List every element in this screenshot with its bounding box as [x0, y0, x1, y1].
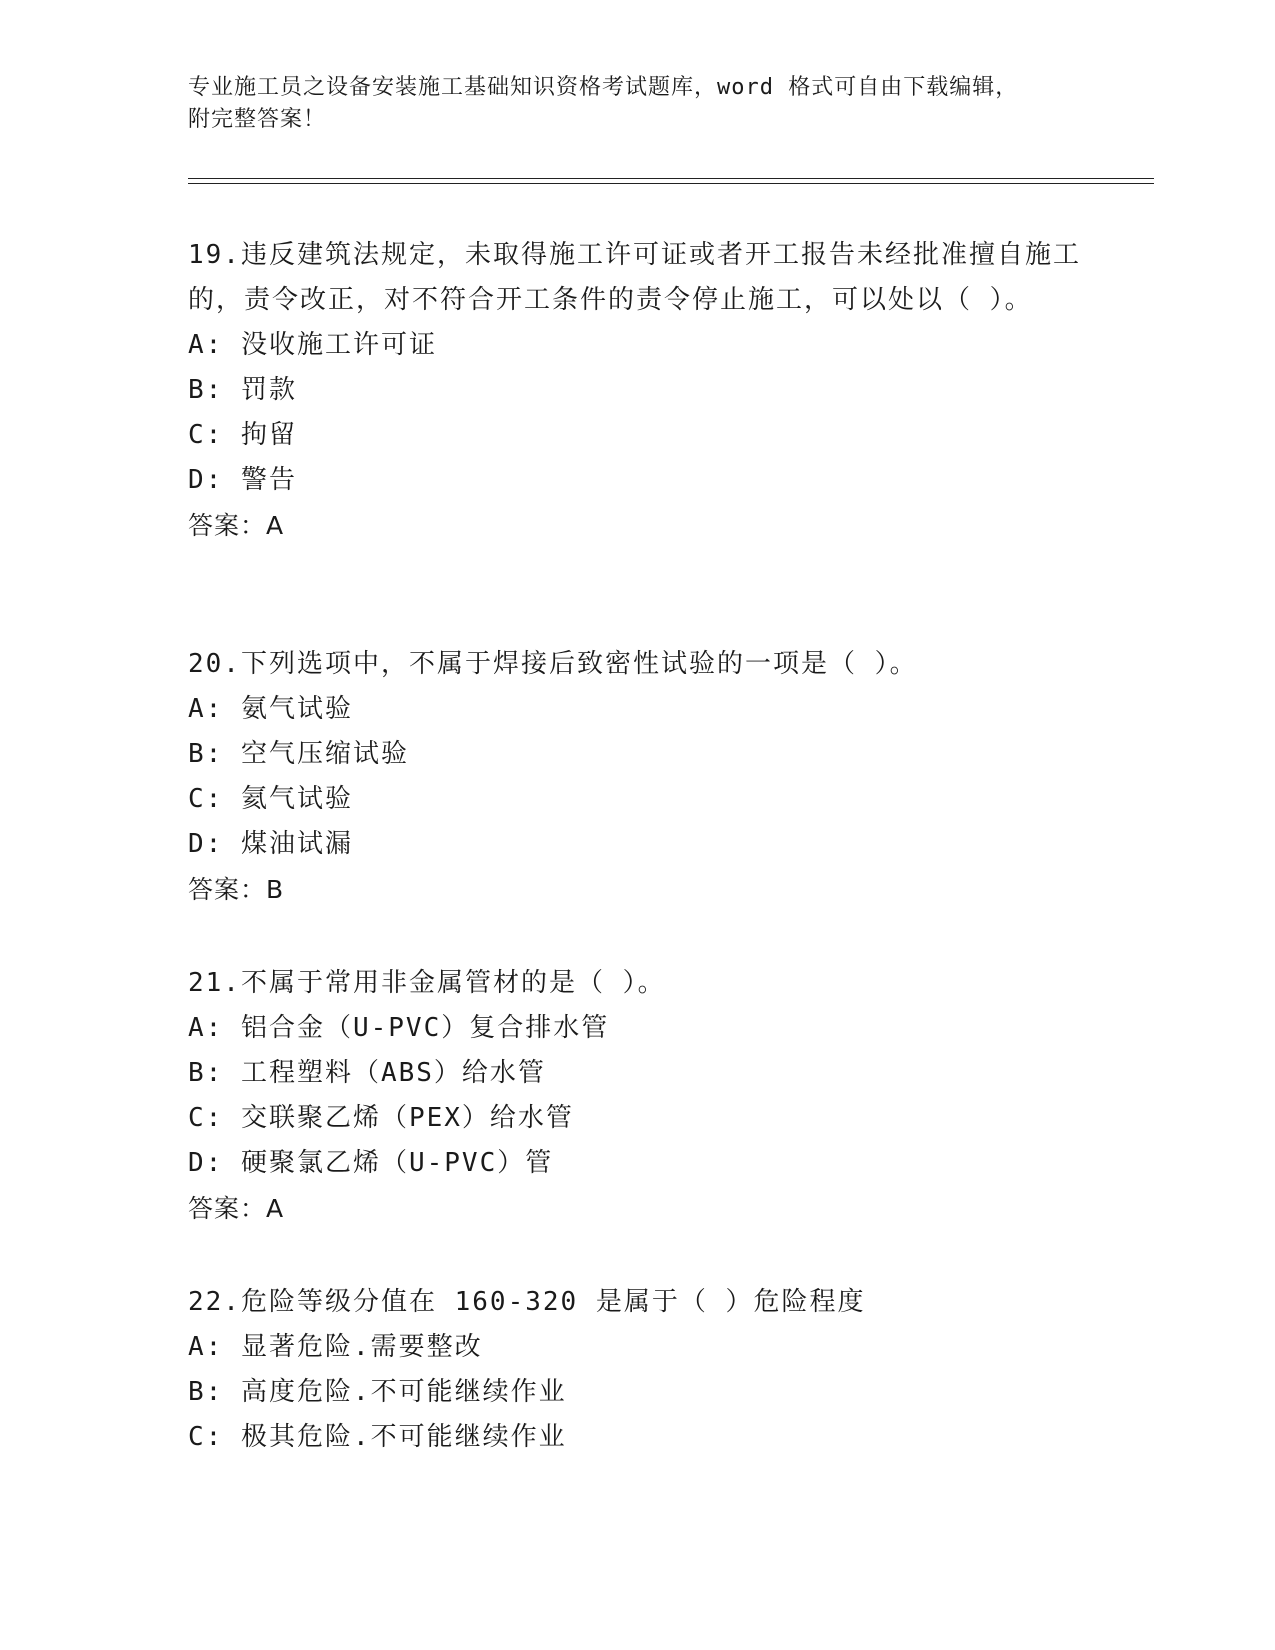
- option-d: D: 硬聚氯乙烯（U-PVC）管: [188, 1148, 554, 1178]
- option-b: B: 工程塑料（ABS）给水管: [188, 1058, 546, 1088]
- option-c: C: 氦气试验: [188, 784, 353, 814]
- option-d: D: 煤油试漏: [188, 829, 353, 859]
- question-text: 19.违反建筑法规定，未取得施工许可证或者开工报告未经批准擅自施工的，责令改正，对不符合开工条件的责令停止施工，可以处以（ ）。: [188, 240, 1081, 315]
- option-c: C: 极其危险.不可能继续作业: [188, 1422, 567, 1452]
- question-21: [188, 961, 1088, 1231]
- option-a: A: 铝合金（U-PVC）复合排水管: [188, 1013, 610, 1043]
- option-a: A: 显著危险.需要整改: [188, 1332, 483, 1362]
- question-text: 21.不属于常用非金属管材的是（ ）。: [188, 968, 666, 998]
- question-19: [188, 233, 1088, 548]
- option-a: A: 氨气试验: [188, 694, 353, 724]
- option-b: B: 罚款: [188, 375, 297, 405]
- question-20: [188, 642, 1088, 912]
- option-a: A: 没收施工许可证: [188, 330, 437, 360]
- answer: 答案：B: [188, 875, 285, 904]
- answer: 答案：A: [188, 1194, 285, 1223]
- question-text: 20.下列选项中，不属于焊接后致密性试验的一项是（ ）。: [188, 649, 918, 679]
- question-22: [188, 1280, 1088, 1460]
- answer: 答案：A: [188, 511, 285, 540]
- option-b: B: 空气压缩试验: [188, 739, 409, 769]
- option-b: B: 高度危险.不可能继续作业: [188, 1377, 567, 1407]
- option-c: C: 交联聚乙烯（PEX）给水管: [188, 1103, 574, 1133]
- header-line-1: 专业施工员之设备安装施工基础知识资格考试题库，word 格式可自由下载编辑，: [188, 75, 1019, 100]
- header-divider-top: [188, 178, 1154, 179]
- question-text: 22.危险等级分值在 160-320 是属于（ ）危险程度: [188, 1287, 866, 1317]
- option-c: C: 拘留: [188, 420, 297, 450]
- option-d: D: 警告: [188, 465, 297, 495]
- document-header: [188, 72, 1088, 136]
- header-divider-bottom: [188, 183, 1154, 184]
- header-line-2: 附完整答案！: [188, 107, 327, 132]
